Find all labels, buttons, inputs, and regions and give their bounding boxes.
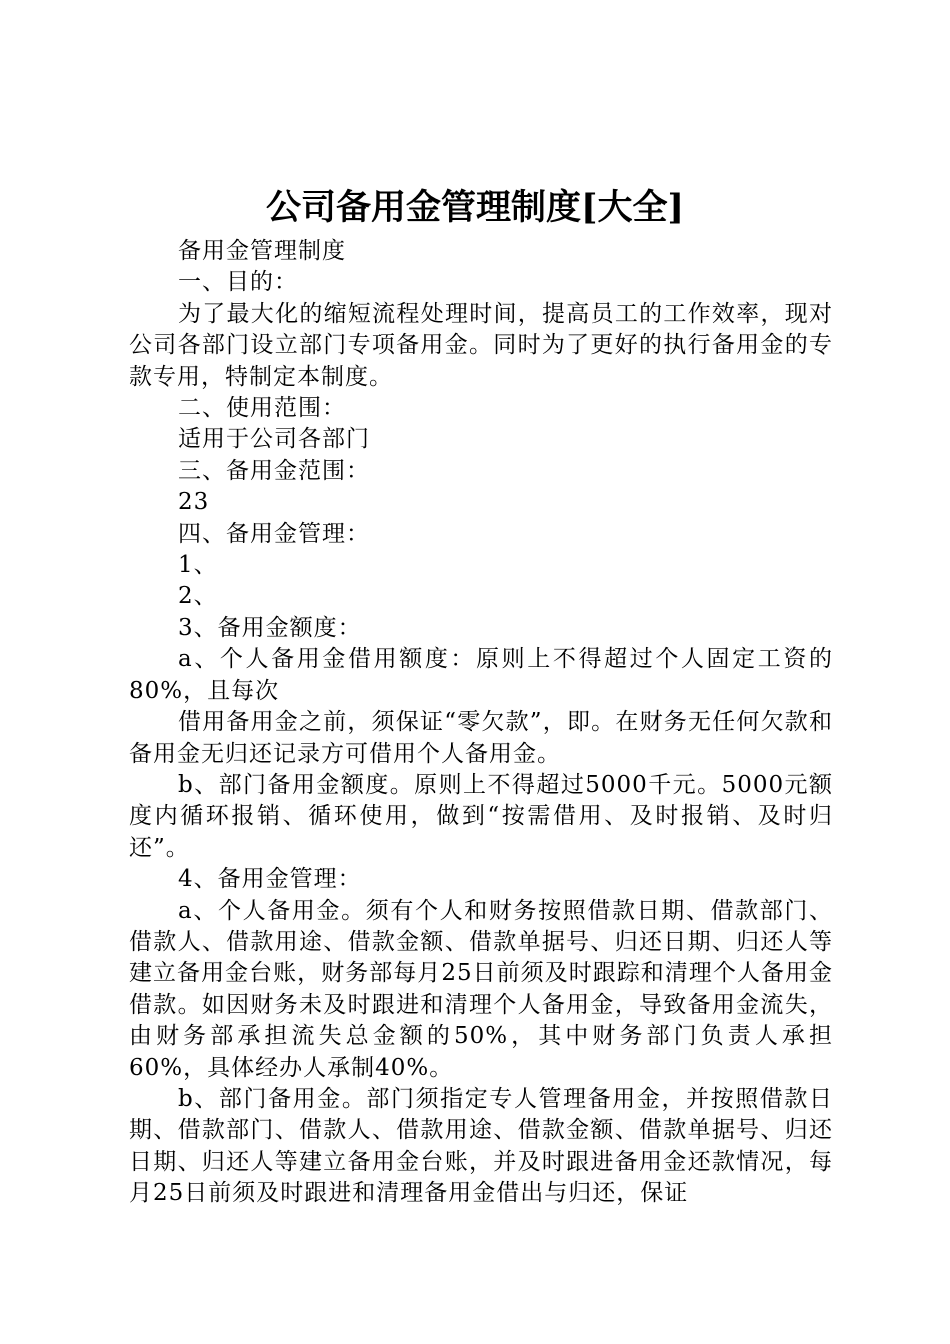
paragraph: 23 xyxy=(178,489,210,516)
paragraph: 备用金管理制度 xyxy=(178,238,346,264)
paragraph: 四、备用金管理： xyxy=(178,520,370,547)
paragraph: a、个人备用金借用额度：原则上不得超过个人固定工资的80%，且每次 xyxy=(129,646,833,704)
paragraph: 适用于公司各部门 xyxy=(178,426,370,453)
document-body xyxy=(129,236,833,1210)
paragraph: 为了最大化的缩短流程处理时间，提高员工的工作效率，现对公司各部门设立部门专项备用金。同时为了更好的执行备用金的专款专用，特制定本制度。 xyxy=(129,300,833,390)
paragraph: 3、备用金额度： xyxy=(178,614,362,641)
paragraph: 2、 xyxy=(178,583,218,610)
paragraph: 一、目的： xyxy=(178,269,298,296)
paragraph: 二、使用范围： xyxy=(178,395,346,422)
paragraph: b、部门备用金额度。原则上不得超过5000千元。5000元额度内循环报销、循环使用，做到“按需借用、及时报销、及时归还”。 xyxy=(129,771,833,861)
paragraph: b、部门备用金。部门须指定专人管理备用金，并按照借款日期、借款部门、借款人、借款用途、借款金额、借款单据号、归还日期、归还人等建立备用金台账，并及时跟进备用金还款情况，每月25日前须及时跟进和清理备用金借出与归还，保证 xyxy=(129,1085,833,1207)
paragraph: 1、 xyxy=(178,552,218,579)
paragraph: 三、备用金范围： xyxy=(178,457,370,484)
document-title: 公司备用金管理制度[大全] xyxy=(265,187,685,228)
paragraph: 借用备用金之前，须保证“零欠款”，即。在财务无任何欠款和备用金无归还记录方可借用个人备用金。 xyxy=(129,709,833,767)
paragraph: 4、备用金管理： xyxy=(178,866,362,893)
paragraph: a、个人备用金。须有个人和财务按照借款日期、借款部门、借款人、借款用途、借款金额、借款单据号、归还日期、归还人等建立备用金台账，财务部每月25日前须及时跟踪和清理个人备用金借款。如因财务未及时跟进和清理个人备用金，导致备用金流失，由财务部承担流失总金额的50%，其中财务部门负责人承担60%，具体经办人承制40%。 xyxy=(129,897,833,1081)
